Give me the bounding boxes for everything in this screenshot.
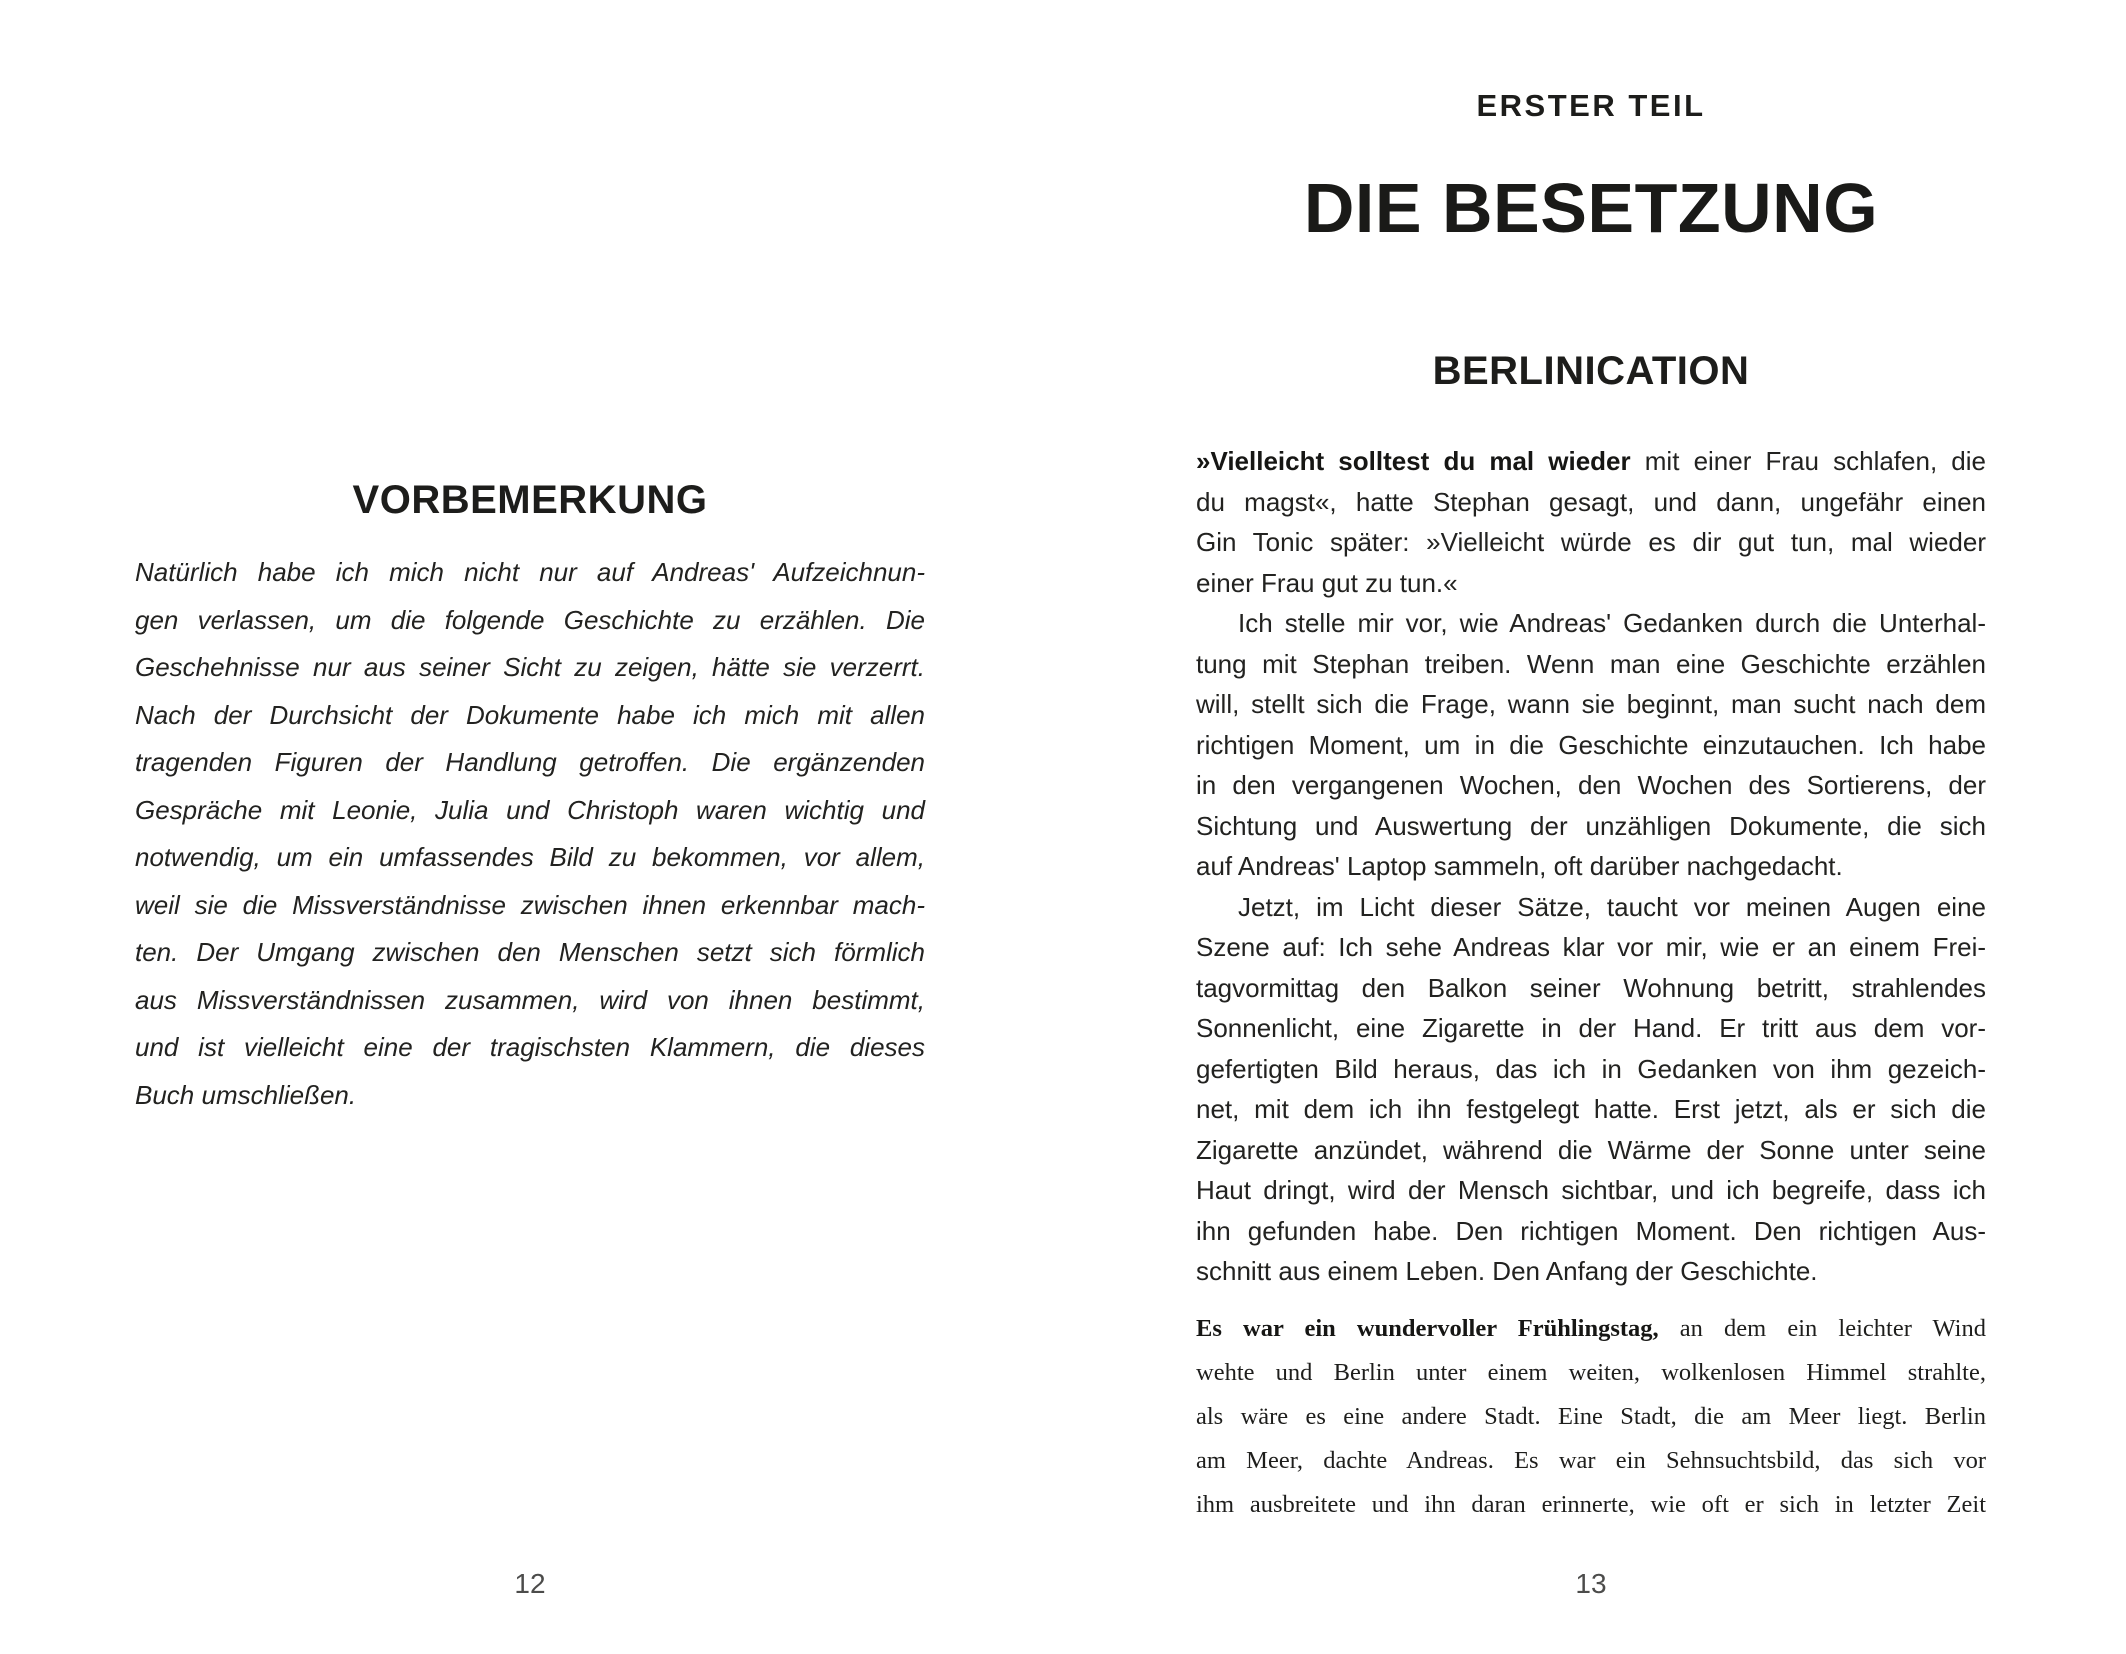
part-title: DIE BESETZUNG — [1303, 169, 1879, 247]
text-line: tung mit Stephan treiben. Wenn man eine Geschichte erzählen — [1196, 648, 1986, 679]
text-line: Haut dringt, wird der Mensch sichtbar, und ich begreife, dass ich — [1196, 1175, 1986, 1205]
text-line: ihn gefunden habe. Den richtigen Moment. Den richtigen Aus- — [1196, 1215, 1986, 1246]
text-line: Nach der Durchsicht der Dokumente habe ich mich mit allen — [135, 699, 925, 730]
chapter-body — [1196, 441, 1986, 1527]
text-line: gen verlassen, um die folgende Geschichte zu erzählen. Die — [135, 604, 925, 635]
text-line: Gespräche mit Leonie, Julia und Christoph waren wichtig und — [135, 794, 925, 825]
text-line: ihm ausbreitete und ihn daran erinnerte, wie oft er sich in letzter Zeit — [1196, 1490, 1986, 1518]
text-line: Sichtung und Auswertung der unzähligen Dokumente, die sich — [1196, 810, 1986, 841]
text-line: notwendig, um ein umfassendes Bild zu bekommen, vor allem, — [135, 842, 925, 872]
text-line: tagvormittag den Balkon seiner Wohnung betritt, strahlendes — [1196, 972, 1986, 1003]
bold-lead-in: »Vielleicht solltest du mal wieder — [1196, 446, 1631, 476]
paragraph-1-lines — [1196, 482, 1986, 604]
text-line: Geschehnisse nur aus seiner Sicht zu zeigen, hätte sie verzerrt. — [135, 652, 925, 682]
text-line: will, stellt sich die Frage, wann sie beginnt, man sucht nach dem — [1196, 689, 1986, 719]
part-kicker: ERSTER TEIL — [1476, 88, 1706, 123]
paragraph-4 — [1196, 1307, 1986, 1527]
text-line — [1196, 1307, 1986, 1351]
text-line: auf Andreas' Laptop sammeln, oft darüber nachgedacht. — [1196, 851, 1843, 881]
text-line: weil sie die Missverständnisse zwischen ihnen erkennbar mach- — [135, 889, 925, 920]
text-line: Sonnenlicht, eine Zigarette in der Hand. Er tritt aus dem vor- — [1196, 1013, 1986, 1043]
text-line: tragenden Figuren der Handlung getroffen. Die ergänzenden — [135, 747, 925, 777]
text-line: aus Missverständnissen zusammen, wird von ihnen bestimmt, — [135, 984, 925, 1015]
vorbemerkung-paragraph — [135, 549, 925, 1119]
text-line: am Meer, dachte Andreas. Es war ein Sehnsuchtsbild, das sich vor — [1196, 1446, 1986, 1474]
text-line: Zigarette anzündet, während die Wärme der Sonne unter seine — [1196, 1134, 1986, 1165]
bold-lead-in: Es war ein wundervoller Frühlingstag, — [1196, 1314, 1659, 1342]
text-line: wehte und Berlin unter einem weiten, wolkenlosen Himmel strahlte, — [1196, 1358, 1986, 1386]
text-line: net, mit dem ich ihn festgelegt hatte. Erst jetzt, als er sich die — [1196, 1094, 1986, 1124]
text-line: richtigen Moment, um in die Geschichte einzutauchen. Ich habe — [1196, 729, 1986, 760]
paragraph-2 — [1196, 603, 1986, 887]
text-line: Ich stelle mir vor, wie Andreas' Gedanken durch die Unterhal- — [1238, 608, 1986, 638]
page-right — [1063, 0, 2126, 1654]
text-line: Jetzt, im Licht dieser Sätze, taucht vor meinen Augen eine — [1238, 891, 1986, 922]
text-line: in den vergangenen Wochen, den Wochen des Sortierens, der — [1196, 770, 1986, 800]
paragraph-4-lines — [1196, 1351, 1986, 1527]
text-line: und ist vielleicht eine der tragischsten Klammern, die dieses — [135, 1032, 925, 1062]
text-line: Natürlich habe ich mich nicht nur auf Andreas' Aufzeichnun- — [135, 557, 925, 587]
page-number-left: 12 — [514, 1568, 546, 1599]
text-line — [1196, 441, 1986, 482]
chapter-heading-berlinication: BERLINICATION — [1432, 349, 1750, 393]
text-line: Gin Tonic später: »Vielleicht würde es dir gut tun, mal wieder — [1196, 527, 1986, 557]
lead-line-rest: an dem ein leichter Wind — [1658, 1314, 1986, 1342]
text-line: du magst«, hatte Stephan gesagt, und dann, ungefähr einen — [1196, 486, 1986, 517]
section-heading-vorbemerkung: VORBEMERKUNG — [352, 478, 708, 522]
text-line: ten. Der Umgang zwischen den Menschen setzt sich förmlich — [135, 937, 925, 967]
text-line: Buch umschließen. — [135, 1079, 357, 1110]
paragraph-1 — [1196, 441, 1986, 603]
text-line: Szene auf: Ich sehe Andreas klar vor mir, wie er an einem Frei- — [1196, 932, 1986, 962]
paragraph-3 — [1196, 887, 1986, 1292]
text-line: gefertigten Bild heraus, das ich in Gedanken von ihm gezeich- — [1196, 1053, 1986, 1084]
text-line: als wäre es eine andere Stadt. Eine Stadt, die am Meer liegt. Berlin — [1196, 1402, 1986, 1430]
lead-line-rest: mit einer Frau schlafen, die — [1630, 446, 1986, 476]
page-number-right: 13 — [1575, 1568, 1607, 1599]
text-line: schnitt aus einem Leben. Den Anfang der Geschichte. — [1196, 1256, 1818, 1286]
text-line: einer Frau gut zu tun.« — [1196, 567, 1458, 598]
